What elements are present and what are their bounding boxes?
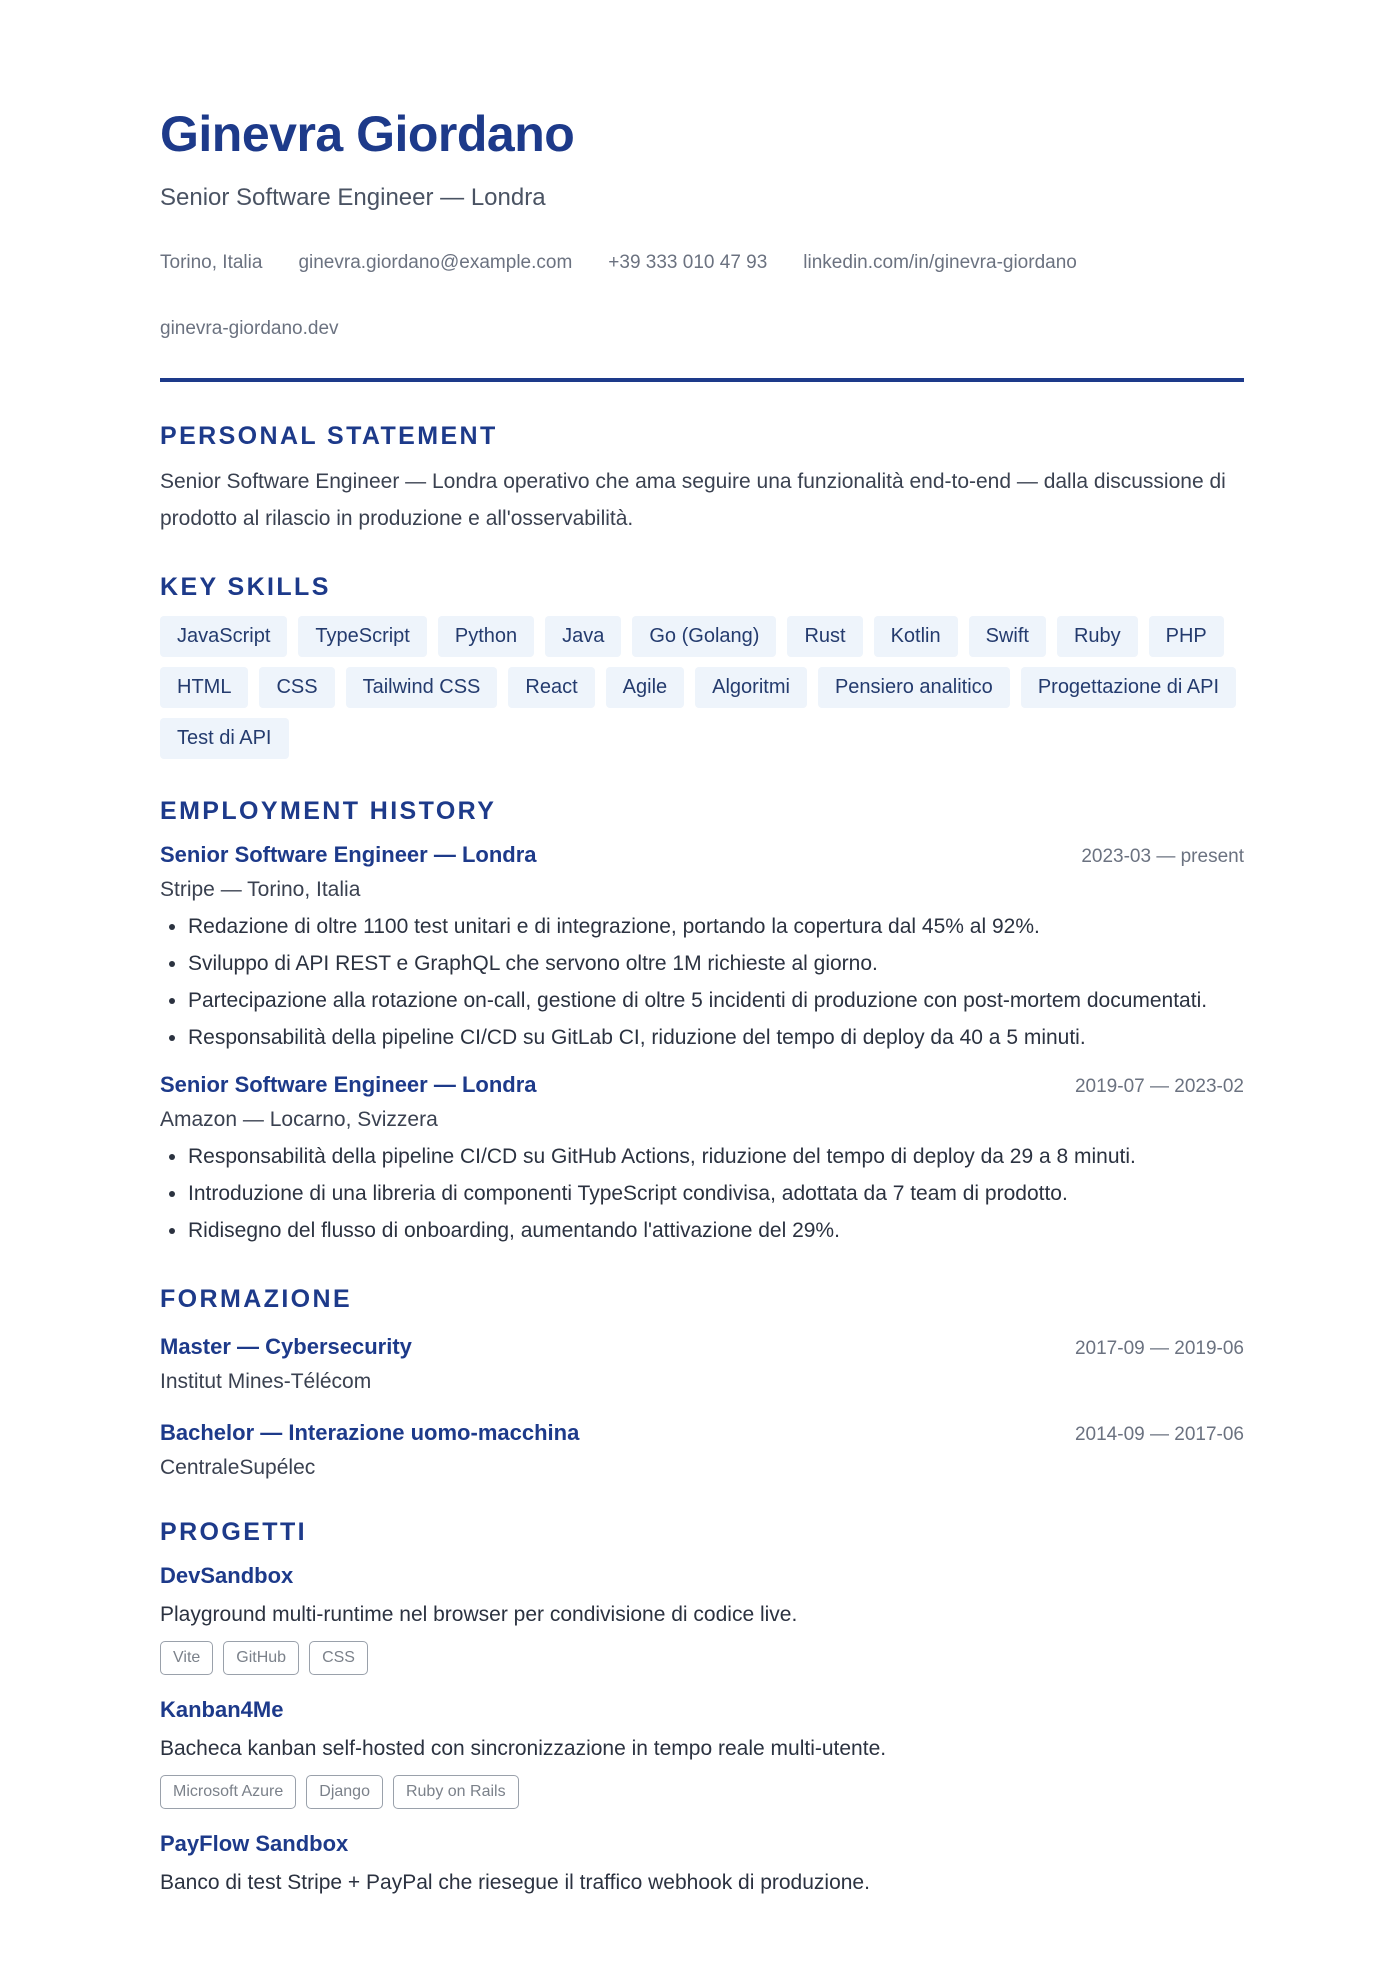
degree-title: Bachelor — Interazione uomo-macchina <box>160 1420 580 1445</box>
project-description: Playground multi-runtime nel browser per condivisione di codice live. <box>160 1603 798 1626</box>
skill-chip: Java <box>545 616 621 657</box>
contact-website[interactable]: ginevra-giordano.dev <box>160 318 339 339</box>
project-title[interactable]: PayFlow Sandbox <box>160 1831 349 1856</box>
job-bullet: • Responsabilità della pipeline CI/CD su GitLab CI, riduzione del tempo di deploy da 40 a 5 minuti. <box>188 1021 1244 1054</box>
section-title-statement: PERSONAL STATEMENT <box>160 422 498 450</box>
job-bullet: • Ridisegno del flusso di onboarding, aumentando l'attivazione del 29%. <box>188 1214 1244 1247</box>
job-bullet: • Redazione di oltre 1100 test unitari e di integrazione, portando la copertura dal 45% al 92%. <box>188 910 1244 943</box>
job-bullets <box>160 910 1244 1054</box>
projects-list <box>160 1563 1244 1895</box>
skill-chip: Pensiero analitico <box>818 667 1010 708</box>
skill-chip: Kotlin <box>874 616 958 657</box>
skill-chip: Test di API <box>160 718 289 759</box>
school-name: CentraleSupélec <box>160 1456 316 1479</box>
candidate-role: Senior Software Engineer — Londra <box>160 184 546 211</box>
skill-chip: Algoritmi <box>695 667 807 708</box>
job-title: Senior Software Engineer — Londra <box>160 1072 537 1097</box>
contact-linkedin[interactable]: linkedin.com/in/ginevra-giordano <box>803 252 1077 273</box>
job-company: Stripe — Torino, Italia <box>160 878 361 901</box>
education-entry <box>160 1420 1244 1480</box>
skill-chip: Tailwind CSS <box>346 667 498 708</box>
skills-list <box>160 616 1244 759</box>
employment-list <box>160 842 1244 1247</box>
education-header <box>160 1334 1244 1360</box>
job-entry <box>160 842 1244 1054</box>
education-entry <box>160 1334 1244 1394</box>
job-bullet: • Partecipazione alla rotazione on-call, gestione di oltre 5 incidenti di produzione con post-mortem documentati. <box>188 984 1244 1017</box>
skill-chip: Agile <box>606 667 684 708</box>
skill-chip: Progettazione di API <box>1021 667 1236 708</box>
skill-chip: React <box>508 667 594 708</box>
project-title[interactable]: Kanban4Me <box>160 1697 284 1722</box>
project-description: Banco di test Stripe + PayPal che riesegue il traffico webhook di produzione. <box>160 1871 870 1894</box>
project-entry <box>160 1697 1244 1809</box>
skill-chip: TypeScript <box>298 616 426 657</box>
candidate-name: Ginevra Giordano <box>160 106 575 162</box>
skill-chip: JavaScript <box>160 616 287 657</box>
tech-tag: Microsoft Azure <box>160 1775 296 1809</box>
job-entry <box>160 1072 1244 1247</box>
job-header <box>160 842 1244 868</box>
tech-tag: GitHub <box>223 1641 299 1675</box>
skill-chip: CSS <box>259 667 334 708</box>
tech-tag: Vite <box>160 1641 213 1675</box>
degree-title: Master — Cybersecurity <box>160 1334 412 1359</box>
job-dates: 2023-03 — present <box>1081 846 1244 867</box>
education-dates: 2014-09 — 2017-06 <box>1074 1424 1244 1445</box>
skill-chip: PHP <box>1149 616 1224 657</box>
section-title-skills: KEY SKILLS <box>160 573 331 601</box>
section-title-employment: EMPLOYMENT HISTORY <box>160 797 497 825</box>
skill-chip: Go (Golang) <box>632 616 776 657</box>
project-entry <box>160 1831 1244 1895</box>
contact-location: Torino, Italia <box>160 252 263 273</box>
job-bullet: • Sviluppo di API REST e GraphQL che servono oltre 1M richieste al giorno. <box>188 947 1244 980</box>
education-dates: 2017-09 — 2019-06 <box>1074 1338 1244 1359</box>
project-description: Bacheca kanban self-hosted con sincronizzazione in tempo reale multi-utente. <box>160 1737 887 1760</box>
project-entry <box>160 1563 1244 1675</box>
tech-tag: Ruby on Rails <box>393 1775 519 1809</box>
project-tags <box>160 1775 1244 1809</box>
section-title-projects: PROGETTI <box>160 1518 307 1546</box>
skill-chip: Swift <box>969 616 1046 657</box>
education-list <box>160 1334 1244 1480</box>
skill-chip: Ruby <box>1057 616 1138 657</box>
header-divider <box>160 378 1244 382</box>
job-header <box>160 1072 1244 1098</box>
job-title: Senior Software Engineer — Londra <box>160 842 537 867</box>
contact-phone[interactable]: +39 333 010 47 93 <box>608 252 768 273</box>
job-dates: 2019-07 — 2023-02 <box>1074 1076 1244 1097</box>
skill-chip: Python <box>438 616 534 657</box>
contact-email[interactable]: ginevra.giordano@example.com <box>298 252 573 273</box>
job-bullets <box>160 1140 1244 1247</box>
contact-info <box>160 230 1244 362</box>
section-title-education: FORMAZIONE <box>160 1285 353 1313</box>
skill-chip: HTML <box>160 667 248 708</box>
resume-content <box>160 104 1244 1895</box>
education-header <box>160 1420 1244 1446</box>
skill-chip: Rust <box>787 616 862 657</box>
job-company: Amazon — Locarno, Svizzera <box>160 1108 438 1131</box>
school-name: Institut Mines-Télécom <box>160 1370 372 1393</box>
tech-tag: CSS <box>309 1641 368 1675</box>
tech-tag: Django <box>306 1775 383 1809</box>
project-tags <box>160 1641 1244 1675</box>
job-bullet: • Introduzione di una libreria di componenti TypeScript condivisa, adottata da 7 team di prodotto. <box>188 1177 1244 1210</box>
personal-statement: Senior Software Engineer — Londra operativo che ama seguire una funzionalità end-to-end — dalla discussione di prodotto al rilascio in produzione e all'osservabilità. <box>160 470 1226 530</box>
project-title[interactable]: DevSandbox <box>160 1563 294 1588</box>
job-bullet: • Responsabilità della pipeline CI/CD su GitHub Actions, riduzione del tempo di deploy da 29 a 8 minuti. <box>188 1140 1244 1173</box>
